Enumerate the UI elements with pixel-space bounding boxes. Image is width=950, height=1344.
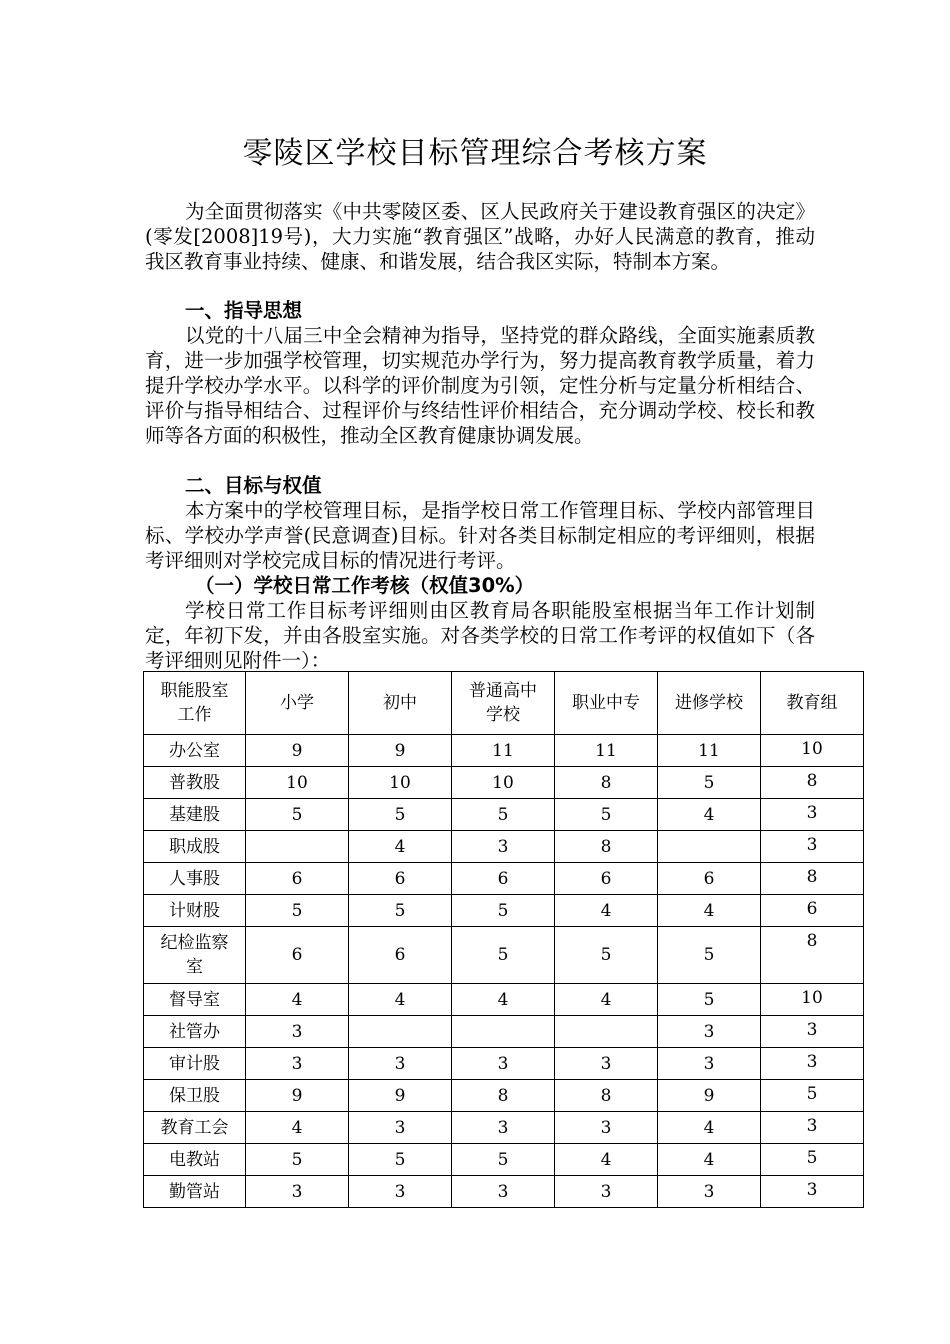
- section2-heading: 二、目标与权值: [185, 474, 322, 497]
- table-row: [144, 984, 864, 1016]
- table-cell: 8: [555, 767, 658, 799]
- table-cell: 3: [246, 1176, 349, 1208]
- table-row-label: 职成股: [144, 831, 246, 863]
- table-cell: 6: [349, 863, 452, 895]
- table-row: [144, 895, 864, 927]
- table-cell: 6: [555, 863, 658, 895]
- table-header-cell: 职能股室工作: [144, 672, 246, 735]
- table-cell: 3: [555, 1048, 658, 1080]
- subsection1-paragraph: 学校日常工作目标考评细则由区教育局各职能股室根据当年工作计划制定，年初下发，并由各股室实施。对各类学校的日常工作考评的权值如下（各考评细则见附件一）：: [145, 599, 815, 672]
- table-cell: 3: [761, 799, 864, 831]
- table-cell: 10: [761, 735, 864, 767]
- table-cell: 5: [452, 1144, 555, 1176]
- table-cell: 6: [349, 927, 452, 984]
- table-cell: 10: [349, 767, 452, 799]
- subsection1-heading: （一）学校日常工作考核（权值30%）: [195, 574, 535, 597]
- table-cell: 10: [246, 767, 349, 799]
- table-cell: 8: [452, 1080, 555, 1112]
- table-row-label: 督导室: [144, 984, 246, 1016]
- table-cell: 3: [452, 1176, 555, 1208]
- table-cell: 3: [761, 1016, 864, 1048]
- table-row: [144, 863, 864, 895]
- table-row-label: 审计股: [144, 1048, 246, 1080]
- table-cell: 5: [658, 767, 761, 799]
- table-row-label: 办公室: [144, 735, 246, 767]
- table-cell: 3: [761, 1048, 864, 1080]
- table-cell: 4: [658, 895, 761, 927]
- table-row-label: 保卫股: [144, 1080, 246, 1112]
- table-row: [144, 767, 864, 799]
- table-cell: 3: [761, 831, 864, 863]
- table-cell: 5: [452, 895, 555, 927]
- table-cell: 4: [658, 799, 761, 831]
- table-cell: 5: [452, 799, 555, 831]
- table-cell: [246, 831, 349, 863]
- table-row-label: 社管办: [144, 1016, 246, 1048]
- table-cell: 11: [452, 735, 555, 767]
- table-header-cell: 初中: [349, 672, 452, 735]
- table-row: [144, 1048, 864, 1080]
- table-cell: 5: [349, 895, 452, 927]
- table-cell: 5: [246, 1144, 349, 1176]
- table-cell: 6: [452, 863, 555, 895]
- table-cell: 3: [452, 1048, 555, 1080]
- table-cell: 5: [761, 1080, 864, 1112]
- table-cell: 3: [555, 1176, 658, 1208]
- table-row: [144, 1176, 864, 1208]
- table-cell: [452, 1016, 555, 1048]
- table-cell: 8: [555, 831, 658, 863]
- table-cell: 5: [246, 799, 349, 831]
- table-cell: 5: [349, 1144, 452, 1176]
- table-cell: 4: [555, 895, 658, 927]
- table-cell: 3: [349, 1112, 452, 1144]
- table-cell: 5: [555, 927, 658, 984]
- table-cell: 10: [452, 767, 555, 799]
- table-row-label: 基建股: [144, 799, 246, 831]
- table-cell: 5: [658, 927, 761, 984]
- section2-paragraph: 本方案中的学校管理目标，是指学校日常工作管理目标、学校内部管理目标、学校办学声誉(民意调查)目标。针对各类目标制定相应的考评细则，根据考评细则对学校完成目标的情况进行考评。: [145, 499, 815, 572]
- table-cell: 11: [658, 735, 761, 767]
- table-cell: 3: [452, 1112, 555, 1144]
- table-cell: 9: [246, 735, 349, 767]
- table-cell: 4: [555, 1144, 658, 1176]
- document-title: 零陵区学校目标管理综合考核方案: [242, 136, 708, 171]
- table-cell: 4: [349, 831, 452, 863]
- table-header-cell: 小学: [246, 672, 349, 735]
- table-cell: 3: [658, 1048, 761, 1080]
- table-cell: 11: [555, 735, 658, 767]
- table-cell: 6: [658, 863, 761, 895]
- table-cell: [555, 1016, 658, 1048]
- table-header-cell: 职业中专: [555, 672, 658, 735]
- table-row: [144, 927, 864, 984]
- table-cell: 6: [761, 895, 864, 927]
- table-cell: 9: [246, 1080, 349, 1112]
- table-cell: [658, 831, 761, 863]
- table-header-cell: 普通高中学校: [452, 672, 555, 735]
- table-cell: 6: [246, 863, 349, 895]
- table-row-label: 电教站: [144, 1144, 246, 1176]
- table-row: [144, 1080, 864, 1112]
- table-header-cell: 教育组: [761, 672, 864, 735]
- table-cell: [349, 1016, 452, 1048]
- table-cell: 8: [555, 1080, 658, 1112]
- table-cell: 5: [555, 799, 658, 831]
- table-header-row: [144, 672, 864, 735]
- table-cell: 5: [658, 984, 761, 1016]
- table-cell: 10: [761, 984, 864, 1016]
- table-row: [144, 1144, 864, 1176]
- table-cell: 3: [349, 1048, 452, 1080]
- table-cell: 5: [349, 799, 452, 831]
- table-row: [144, 735, 864, 767]
- table-row: [144, 1016, 864, 1048]
- table-cell: 6: [246, 927, 349, 984]
- table-cell: 3: [658, 1176, 761, 1208]
- weights-table: [143, 671, 864, 1208]
- table-cell: 4: [349, 984, 452, 1016]
- section1-heading: 一、指导思想: [185, 299, 303, 322]
- table-row-label: 教育工会: [144, 1112, 246, 1144]
- table-cell: 4: [246, 984, 349, 1016]
- table-row-label: 勤管站: [144, 1176, 246, 1208]
- table-cell: 8: [761, 863, 864, 895]
- table-cell: 5: [452, 927, 555, 984]
- table-cell: 5: [246, 895, 349, 927]
- table-cell: 3: [246, 1016, 349, 1048]
- table-cell: 3: [452, 831, 555, 863]
- table-cell: 8: [761, 927, 864, 984]
- table-row-label: 纪检监察室: [144, 927, 246, 984]
- table-cell: 3: [349, 1176, 452, 1208]
- table-cell: 3: [555, 1112, 658, 1144]
- table-cell: 4: [246, 1112, 349, 1144]
- table-row-label: 计财股: [144, 895, 246, 927]
- table-row-label: 普教股: [144, 767, 246, 799]
- table-cell: 5: [761, 1144, 864, 1176]
- table-row-label: 人事股: [144, 863, 246, 895]
- table-cell: 8: [761, 767, 864, 799]
- table-cell: 3: [246, 1048, 349, 1080]
- table-cell: 4: [555, 984, 658, 1016]
- table-cell: 9: [658, 1080, 761, 1112]
- table-cell: 4: [658, 1144, 761, 1176]
- section1-paragraph: 以党的十八届三中全会精神为指导，坚持党的群众路线，全面实施素质教育，进一步加强学校管理，切实规范办学行为，努力提高教育教学质量，着力提升学校办学水平。以科学的评价制度为引领，定性分析与定量分析相结合、评价与指导相结合、过程评价与终结性评价相结合，充分调动学校、校长和教师等各方面的积极性，推动全区教育健康协调发展。: [145, 324, 815, 447]
- table-cell: 3: [761, 1176, 864, 1208]
- table-cell: 9: [349, 735, 452, 767]
- table-cell: 3: [658, 1016, 761, 1048]
- table-cell: 4: [452, 984, 555, 1016]
- intro-paragraph: 为全面贯彻落实《中共零陵区委、区人民政府关于建设教育强区的决定》(零发[2008]19号)，大力实施“教育强区”战略，办好人民满意的教育，推动我区教育事业持续、健康、和谐发展，结合我区实际，特制本方案。: [145, 200, 815, 273]
- table-cell: 9: [349, 1080, 452, 1112]
- table-cell: 3: [761, 1112, 864, 1144]
- table-row: [144, 1112, 864, 1144]
- table-row: [144, 831, 864, 863]
- table-row: [144, 799, 864, 831]
- table-header-cell: 进修学校: [658, 672, 761, 735]
- table-cell: 4: [658, 1112, 761, 1144]
